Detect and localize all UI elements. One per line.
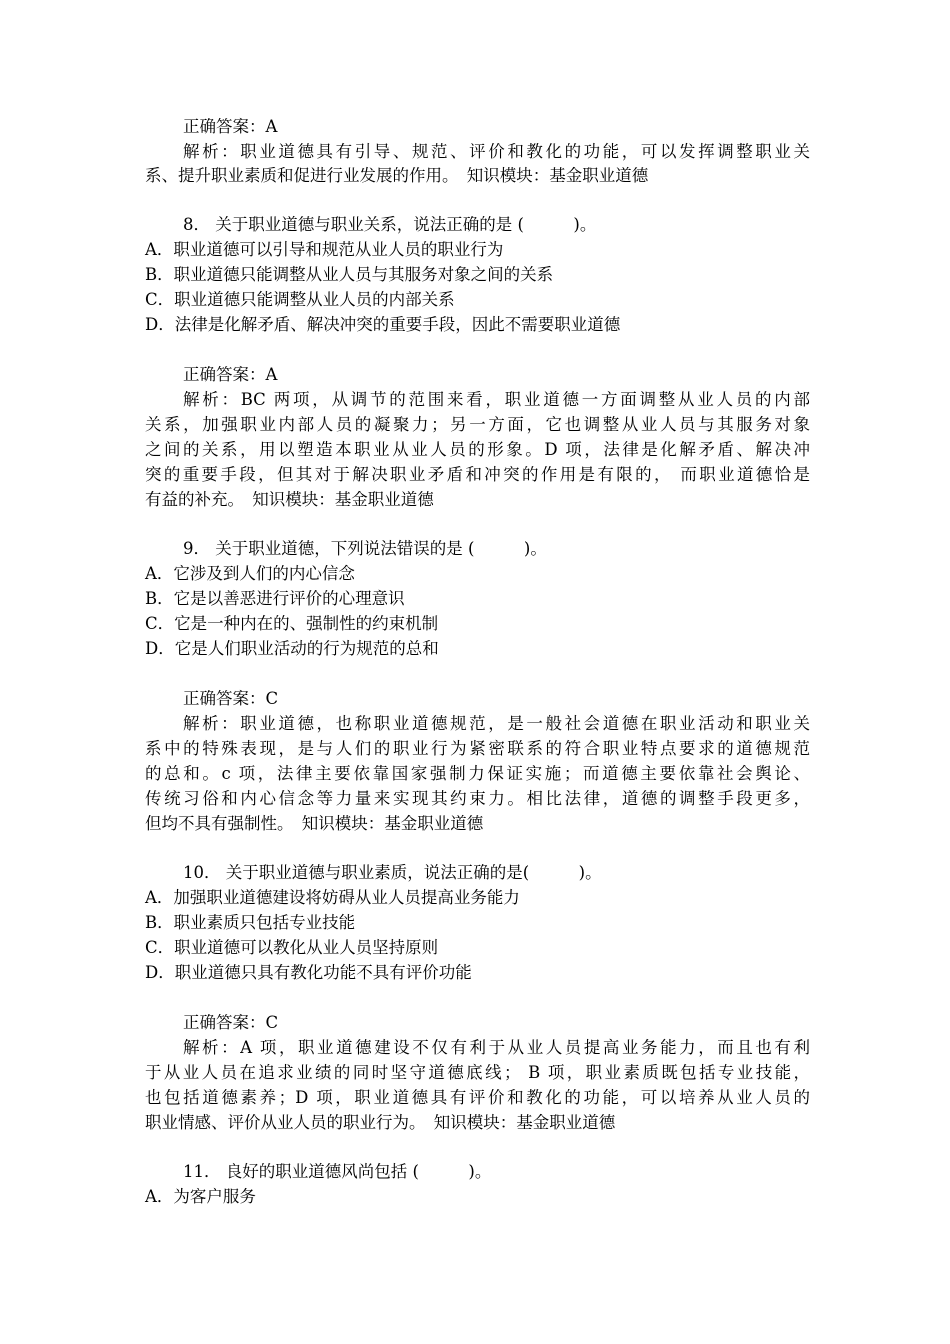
- explanation-line: 解析：A 项，职业道德建设不仅有利于从业人员提高业务能力，而且也有利: [183, 1038, 810, 1057]
- explanation-line: 有益的补充。 知识模块：基金职业道德: [145, 490, 434, 509]
- question-10-option-b: B．职业素质只包括专业技能: [145, 913, 356, 932]
- answer-line: 正确答案：A: [183, 117, 278, 136]
- question-11-stem: 11． 良好的职业道德风尚包括 ( )。: [183, 1162, 492, 1181]
- question-9-option-c: C．它是一种内在的、强制性的约束机制: [145, 614, 439, 633]
- question-10-option-a: A．加强职业道德建设将妨碍从业人员提高业务能力: [145, 888, 520, 907]
- explanation-line: 解析：职业道德，也称职业道德规范，是一般社会道德在职业活动和职业关: [183, 714, 810, 733]
- question-10-option-d: D．职业道德只具有教化功能不具有评价功能: [145, 963, 472, 982]
- explanation-line: 关系，加强职业内部人员的凝聚力；另一方面，它也调整从业人员与其服务对象: [145, 415, 810, 434]
- explanation-line: 系、提升职业素质和促进行业发展的作用。 知识模块：基金职业道德: [145, 166, 649, 185]
- explanation-line: 之间的关系，用以塑造本职业从业人员的形象。D 项，法律是化解矛盾、解决冲: [145, 440, 810, 459]
- question-8-option-a: A．职业道德可以引导和规范从业人员的职业行为: [145, 240, 504, 259]
- explanation-line: 系中的特殊表现，是与人们的职业行为紧密联系的符合职业特点要求的道德规范: [145, 739, 810, 758]
- question-8-option-c: C．职业道德只能调整从业人员的内部关系: [145, 290, 455, 309]
- question-8-option-d: D．法律是化解矛盾、解决冲突的重要手段，因此不需要职业道德: [145, 315, 621, 334]
- explanation-line: 的总和。c 项，法律主要依靠国家强制力保证实施；而道德主要依靠社会舆论、: [145, 764, 810, 783]
- question-10-stem: 10． 关于职业道德与职业素质，说法正确的是( )。: [183, 863, 602, 882]
- explanation-line: 解析：BC 两项，从调节的范围来看，职业道德一方面调整从业人员的内部: [183, 390, 810, 409]
- explanation-line: 但均不具有强制性。 知识模块：基金职业道德: [145, 814, 484, 833]
- question-9-option-b: B．它是以善恶进行评价的心理意识: [145, 589, 405, 608]
- answer-line: 正确答案：A: [183, 365, 278, 384]
- question-11-option-a: A．为客户服务: [145, 1187, 256, 1206]
- explanation-line: 于从业人员在追求业绩的同时坚守道德底线； B 项，职业素质既包括专业技能，: [145, 1063, 810, 1082]
- question-9-stem: 9． 关于职业道德，下列说法错误的是 ( )。: [183, 539, 547, 558]
- question-9-option-d: D．它是人们职业活动的行为规范的总和: [145, 639, 439, 658]
- answer-line: 正确答案：C: [183, 1013, 279, 1032]
- explanation-line: 传统习俗和内心信念等力量来实现其约束力。相比法律，道德的调整手段更多，: [145, 789, 810, 808]
- explanation-line: 也包括道德素养；D 项，职业道德具有评价和教化的功能，可以培养从业人员的: [145, 1088, 810, 1107]
- question-8-option-b: B．职业道德只能调整从业人员与其服务对象之间的关系: [145, 265, 554, 284]
- explanation-line: 职业情感、评价从业人员的职业行为。 知识模块：基金职业道德: [145, 1113, 616, 1132]
- answer-line: 正确答案：C: [183, 689, 279, 708]
- explanation-line: 解析：职业道德具有引导、规范、评价和教化的功能，可以发挥调整职业关: [183, 142, 810, 161]
- question-8-stem: 8． 关于职业道德与职业关系，说法正确的是 ( )。: [183, 215, 597, 234]
- explanation-line: 突的重要手段，但其对于解决职业矛盾和冲突的作用是有限的， 而职业道德恰是: [145, 465, 810, 484]
- question-10-option-c: C．职业道德可以教化从业人员坚持原则: [145, 938, 439, 957]
- question-9-option-a: A．它涉及到人们的内心信念: [145, 564, 355, 583]
